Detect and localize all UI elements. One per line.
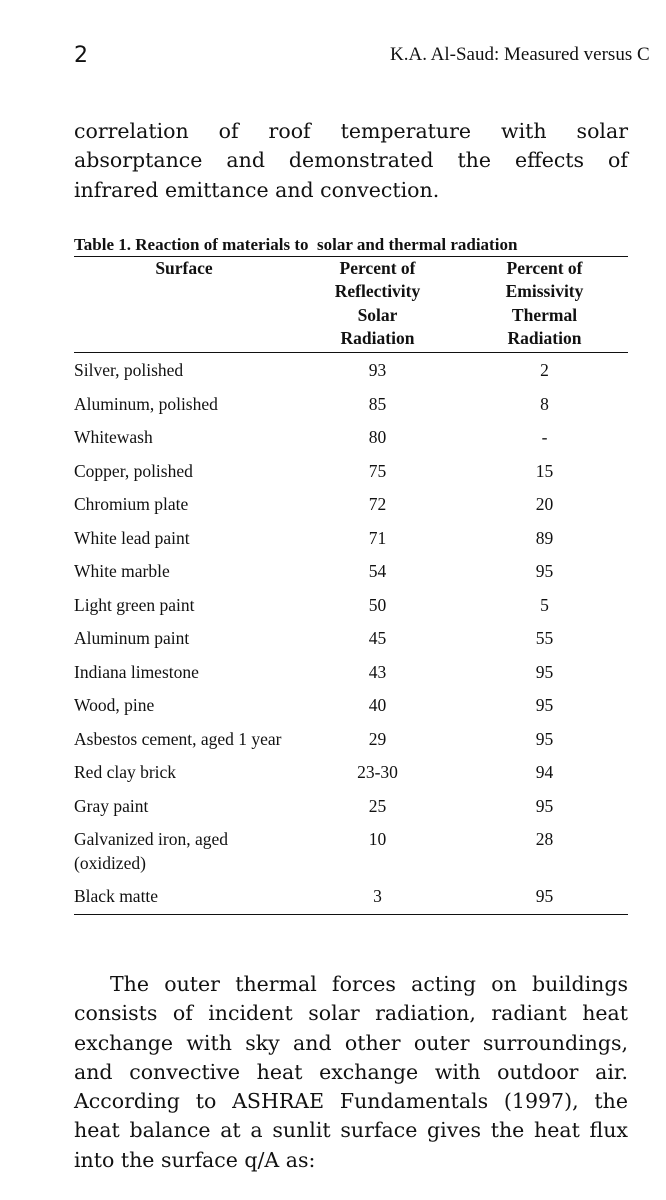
- cell-reflectivity: 43: [368, 661, 387, 682]
- cell-emissivity: 95: [535, 728, 554, 749]
- table-row: [74, 522, 628, 556]
- cell-reflectivity: 3: [294, 880, 461, 914]
- cell-emissivity: 8: [540, 393, 549, 414]
- cell-reflectivity: 80: [368, 427, 387, 448]
- cell-surface: Black matte: [74, 880, 294, 914]
- cell-reflectivity: 45: [368, 628, 387, 649]
- table-row: [74, 756, 628, 790]
- cell-reflectivity: 10: [368, 829, 387, 850]
- cell-reflectivity: 25: [368, 795, 387, 816]
- running-title: K.A. Al-Saud: Measured versus C: [390, 44, 650, 65]
- header-emissivity: [461, 257, 628, 353]
- header-emissivity-line: Percent of: [506, 258, 583, 278]
- cell-emissivity: -: [541, 427, 548, 448]
- cell-reflectivity: 85: [368, 393, 387, 414]
- table-row: [74, 823, 628, 880]
- table-row: [74, 656, 628, 690]
- table-row: [74, 880, 628, 914]
- intro-paragraph: correlation of roof temperature with solar absorptance and demonstrated the effects of infrared emittance and convection.: [74, 119, 628, 202]
- header-emissivity-line: Thermal: [511, 304, 578, 325]
- cell-surface: Chromium plate: [74, 494, 189, 515]
- table-header-row: [74, 257, 628, 353]
- table-row: [74, 388, 628, 422]
- cell-surface: White marble: [74, 561, 170, 582]
- cell-reflectivity: 23-30: [357, 762, 398, 783]
- cell-surface: Light green paint: [74, 594, 195, 615]
- body-paragraph: The outer thermal forces acting on buildings consists of incident solar radiation, radiant heat exchange with sky and other outer surroundings, and convective heat exchange with outdoor air. According to ASHRAE Fundamentals (1997), the heat balance at a sunlit surface gives the heat flux into the surface q/A as:: [74, 972, 628, 1172]
- materials-table: [74, 256, 628, 915]
- cell-reflectivity: 40: [368, 695, 387, 716]
- table-row: [74, 555, 628, 589]
- cell-surface: Wood, pine: [74, 695, 155, 716]
- header-emissivity-line: Emissivity: [505, 281, 584, 302]
- table-row: [74, 790, 628, 824]
- cell-reflectivity: 71: [368, 527, 387, 548]
- cell-reflectivity: 93: [368, 360, 387, 381]
- cell-emissivity: 20: [535, 494, 554, 515]
- table-row: [74, 353, 628, 388]
- header-reflectivity-line: Reflectivity: [334, 281, 421, 302]
- cell-surface: Indiana limestone: [74, 661, 199, 682]
- cell-surface: Copper, polished: [74, 460, 193, 481]
- cell-emissivity: 89: [535, 527, 554, 548]
- cell-surface: Gray paint: [74, 795, 149, 816]
- table-row: [74, 488, 628, 522]
- table-header: [74, 257, 628, 353]
- cell-reflectivity: 50: [368, 594, 387, 615]
- header-reflectivity-line: Solar: [357, 304, 398, 325]
- cell-surface: Galvanized iron, aged (oxidized): [74, 829, 229, 873]
- cell-reflectivity: 72: [368, 494, 387, 515]
- cell-surface: Silver, polished: [74, 360, 184, 381]
- table-row: [74, 421, 628, 455]
- cell-surface: Asbestos cement, aged 1 year: [74, 728, 282, 749]
- cell-surface: Red clay brick: [74, 762, 177, 783]
- table-body: [74, 353, 628, 915]
- table-row: [74, 455, 628, 489]
- cell-emissivity: 95: [535, 661, 554, 682]
- table-row: [74, 622, 628, 656]
- cell-emissivity: 95: [461, 880, 628, 914]
- cell-emissivity: 95: [535, 561, 554, 582]
- header-surface-label: Surface: [155, 258, 213, 278]
- cell-reflectivity: 75: [368, 460, 387, 481]
- header-emissivity-line: Radiation: [507, 327, 582, 348]
- cell-surface: Aluminum, polished: [74, 393, 218, 414]
- table-row: [74, 589, 628, 623]
- header-reflectivity: [294, 257, 461, 353]
- cell-emissivity: 95: [535, 795, 554, 816]
- cell-emissivity: 95: [535, 695, 554, 716]
- cell-emissivity: 55: [535, 628, 554, 649]
- header-reflectivity-line: Radiation: [340, 327, 415, 348]
- cell-emissivity: 2: [540, 360, 549, 381]
- cell-emissivity: 5: [540, 594, 549, 615]
- table-row: [74, 689, 628, 723]
- cell-surface: White lead paint: [74, 527, 190, 548]
- cell-surface: Aluminum paint: [74, 628, 190, 649]
- cell-reflectivity: 29: [368, 728, 387, 749]
- header-surface: [74, 257, 294, 353]
- cell-emissivity: 15: [535, 460, 554, 481]
- cell-surface: Whitewash: [74, 427, 153, 448]
- cell-emissivity: 94: [535, 762, 554, 783]
- header-reflectivity-line: Percent of: [339, 258, 416, 278]
- cell-reflectivity: 54: [368, 561, 387, 582]
- table-row: [74, 723, 628, 757]
- cell-emissivity: 28: [535, 829, 554, 850]
- table-caption: Table 1. Reaction of materials to solar and thermal radiation: [74, 235, 518, 254]
- page-number: 2: [74, 43, 88, 68]
